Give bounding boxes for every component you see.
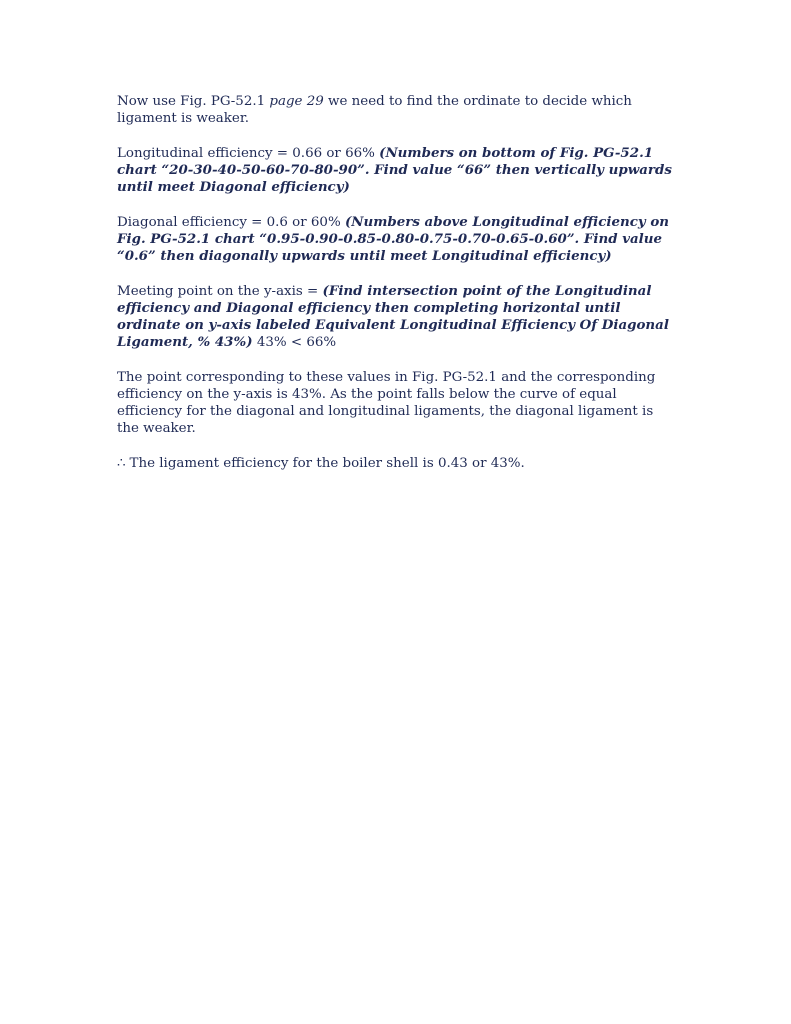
paragraph-conclusion <box>117 455 677 472</box>
meeting-point-note: (Find intersection point of the Longitudinal efficiency and Diagonal efficiency then completing horizontal until ordinate on y-axis labeled Equivalent Longitudinal Efficiency Of Diagonal Ligament, % 43%) <box>117 283 669 350</box>
conclusion-text: The ligament efficiency for the boiler shell is 0.43 or 43%. <box>129 456 525 471</box>
paragraph-diagonal-efficiency <box>117 214 677 265</box>
paragraph-meeting-point <box>117 283 677 351</box>
intro-text: Now use Fig. PG-52.1 <box>117 94 270 109</box>
intro-text-end: we need to find the ordinate to decide which ligament is weaker. <box>117 94 632 126</box>
longitudinal-efficiency-note: (Numbers on bottom of Fig. PG-52.1 chart “20-30-40-50-60-70-80-90”. Find value “66” then vertically upwards until meet Diagonal efficiency) <box>117 145 672 195</box>
longitudinal-efficiency-value: Longitudinal efficiency = 0.66 or 66% <box>117 146 380 161</box>
paragraph-intro <box>117 93 677 127</box>
meeting-point-label: Meeting point on the y-axis = <box>117 284 323 299</box>
diagonal-efficiency-note: (Numbers above Longitudinal efficiency on Fig. PG-52.1 chart “0.95-0.90-0.85-0.80-0.75-0.70-0.65-0.60”. Find value “0.6” then diagonally upwards until meet Longitudinal efficiency) <box>117 214 669 264</box>
page-reference: page 29 <box>269 94 324 109</box>
paragraph-explanation <box>117 369 677 437</box>
therefore-symbol: ∴ <box>117 456 126 471</box>
document-body <box>117 93 677 472</box>
meeting-point-comparison: 43% < 66% <box>252 335 337 350</box>
diagonal-efficiency-value: Diagonal efficiency = 0.6 or 60% <box>117 215 345 230</box>
explanation-text: The point corresponding to these values in Fig. PG-52.1 and the corresponding efficiency on the y-axis is 43%. As the point falls below the curve of equal efficiency for the diagonal and longitudinal ligaments, the diagonal ligament is the weaker. <box>117 370 656 436</box>
paragraph-longitudinal-efficiency <box>117 145 677 196</box>
